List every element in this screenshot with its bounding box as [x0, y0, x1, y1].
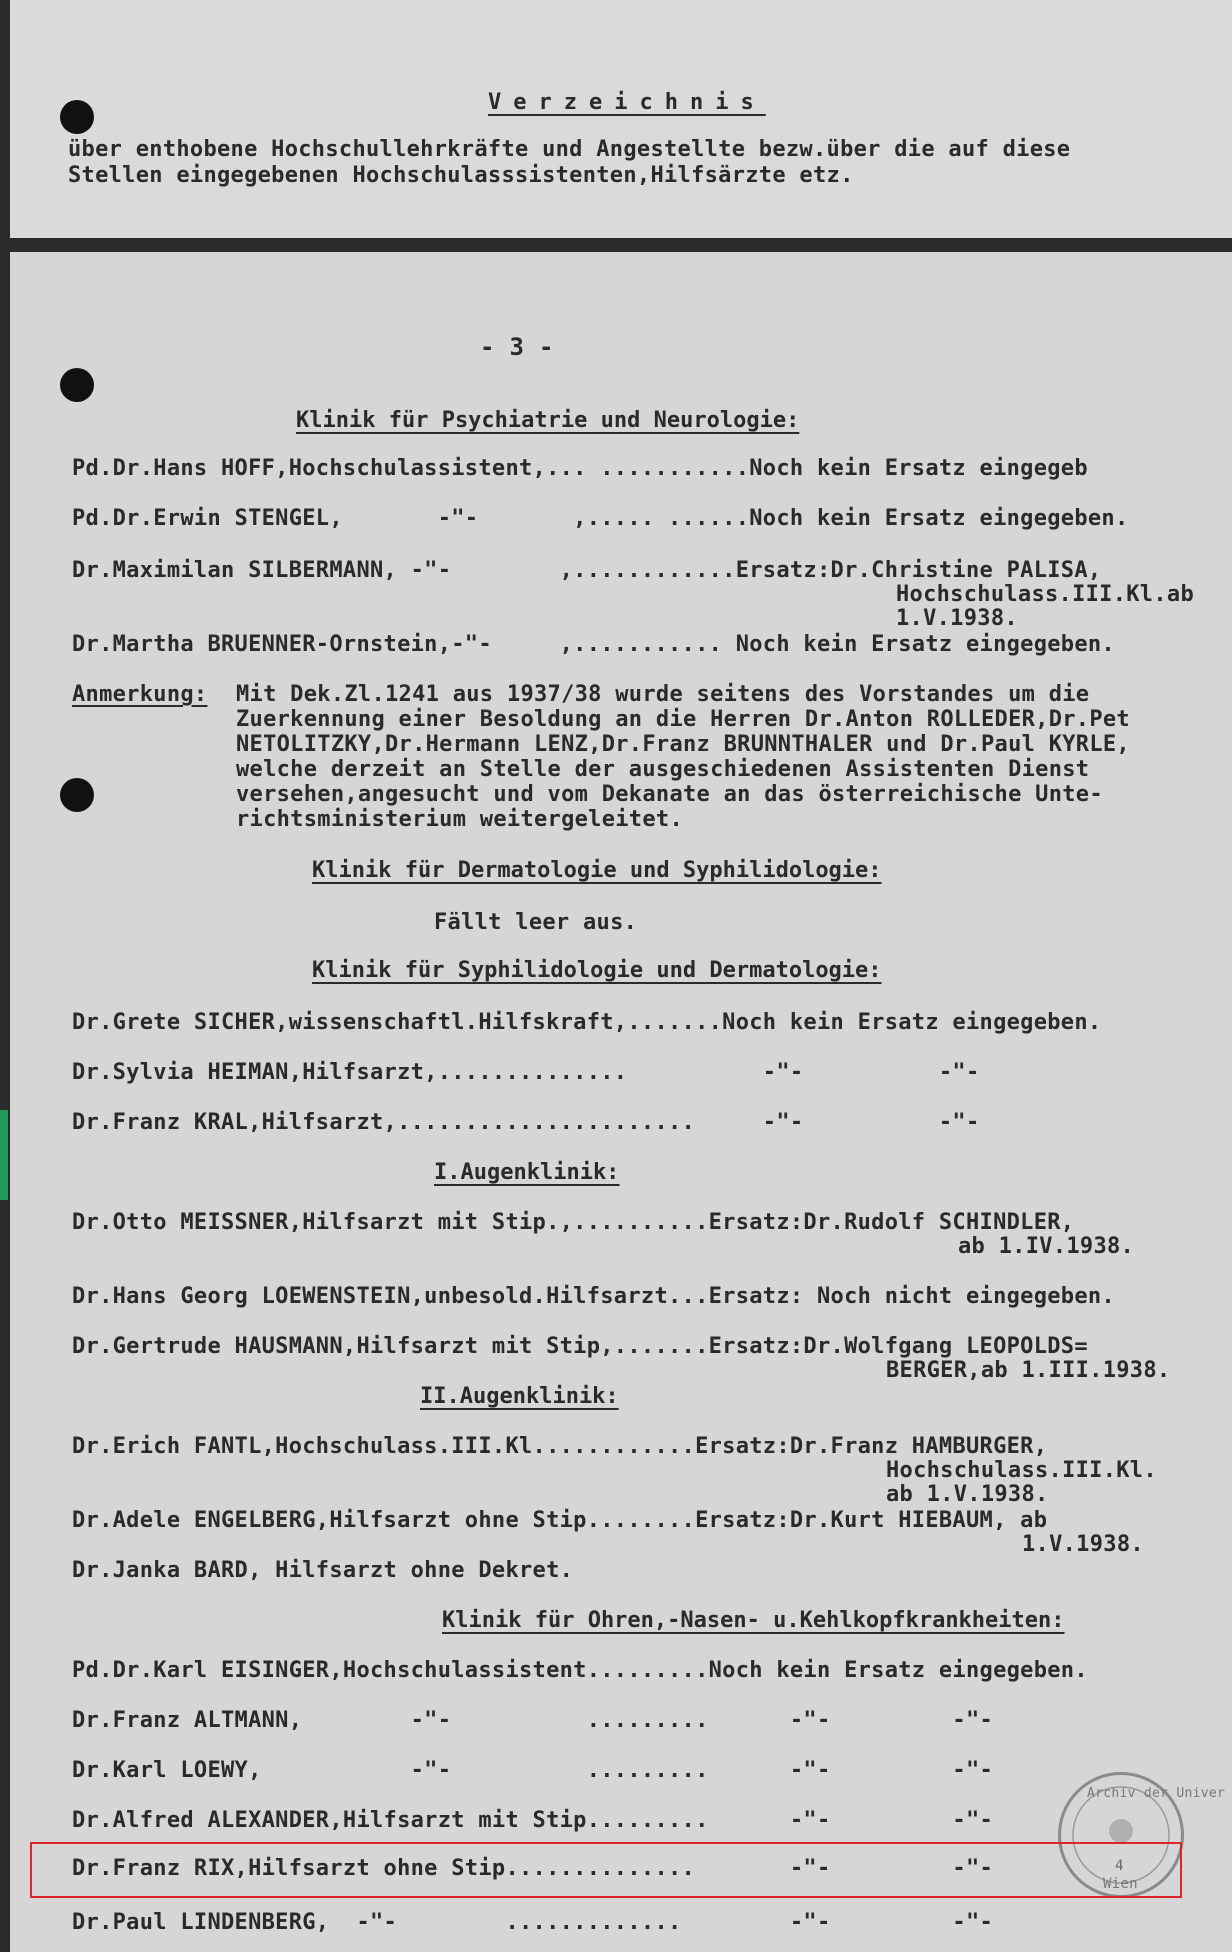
highlight-box: [30, 1842, 1182, 1898]
row-hoff: Pd.Dr.Hans HOFF,Hochschulassistent,... ...........Noch kein Ersatz eingegeb: [72, 456, 1088, 481]
row-engelberg: Dr.Adele ENGELBERG,Hilfsarzt ohne Stip........Ersatz:Dr.Kurt HIEBAUM, ab: [72, 1508, 1048, 1533]
stamp-text: Archiv der Univer: [1087, 1786, 1226, 1801]
row-loewenstein: Dr.Hans Georg LOEWENSTEIN,unbesold.Hilfsarzt...Ersatz: Noch nicht eingegeben.: [72, 1284, 1115, 1309]
note-line-6: richtsministerium weitergeleitet.: [236, 807, 683, 832]
row-bruenner: Dr.Martha BRUENNER-Ornstein,-"- ,........... Noch kein Ersatz eingegeben.: [72, 632, 1115, 657]
page-number: - 3 -: [480, 333, 554, 361]
section-heading-eye-clinic-2: II.Augenklinik:: [420, 1384, 619, 1409]
row-stengel: Pd.Dr.Erwin STENGEL, -"- ,..... ......Noch kein Ersatz eingegeben.: [72, 506, 1129, 531]
note-line-4: welche derzeit an Stelle der ausgeschiedenen Assistenten Dienst: [236, 757, 1090, 782]
punch-hole: [60, 778, 94, 812]
row-loewy: Dr.Karl LOEWY, -"- ......... -"- -"-: [72, 1758, 994, 1783]
note-line-1: Mit Dek.Zl.1241 aus 1937/38 wurde seitens des Vorstandes um die: [236, 682, 1090, 707]
row-sicher: Dr.Grete SICHER,wissenschaftl.Hilfskraft,.......Noch kein Ersatz eingegeben.: [72, 1010, 1102, 1035]
row-altmann: Dr.Franz ALTMANN, -"- ......... -"- -"-: [72, 1708, 994, 1733]
section-heading-dermatology: Klinik für Dermatologie und Syphilidologie:: [312, 858, 882, 883]
row-bard: Dr.Janka BARD, Hilfsarzt ohne Dekret.: [72, 1558, 574, 1583]
row-engelberg-cont: 1.V.1938.: [1022, 1532, 1144, 1557]
section-heading-eye-clinic-1: I.Augenklinik:: [434, 1160, 620, 1185]
row-silbermann-cont-1: Hochschulass.III.Kl.ab: [896, 582, 1194, 607]
note-line-5: versehen,angesucht und vom Dekanate an das österreichische Unte-: [236, 782, 1103, 807]
punch-hole: [60, 368, 94, 402]
row-fantl-cont-2: ab 1.V.1938.: [886, 1482, 1049, 1507]
row-meissner: Dr.Otto MEISSNER,Hilfsarzt mit Stip.,..........Ersatz:Dr.Rudolf SCHINDLER,: [72, 1210, 1075, 1235]
row-fantl: Dr.Erich FANTL,Hochschulass.III.Kl............Ersatz:Dr.Franz HAMBURGER,: [72, 1434, 1048, 1459]
dermatology-empty-note: Fällt leer aus.: [434, 910, 638, 935]
row-fantl-cont-1: Hochschulass.III.Kl.: [886, 1458, 1157, 1483]
top-sheet: [10, 0, 1232, 238]
document-title: Verzeichnis: [488, 90, 766, 115]
note-label: Anmerkung:: [72, 682, 208, 707]
row-hausmann: Dr.Gertrude HAUSMANN,Hilfsarzt mit Stip,.......Ersatz:Dr.Wolfgang LEOPOLDS=: [72, 1334, 1088, 1359]
punch-hole: [60, 100, 94, 134]
row-silbermann: Dr.Maximilan SILBERMANN, -"- ,............Ersatz:Dr.Christine PALISA,: [72, 558, 1102, 583]
section-heading-psychiatry: Klinik für Psychiatrie und Neurologie:: [296, 408, 800, 433]
section-heading-ent-clinic: Klinik für Ohren,-Nasen- u.Kehlkopfkrankheiten:: [442, 1608, 1065, 1633]
section-heading-syphilidology: Klinik für Syphilidologie und Dermatologie:: [312, 958, 882, 983]
header-line-1: über enthobene Hochschullehrkräfte und Angestellte bezw.über die auf diese: [68, 137, 1071, 162]
page-edge-marker: [0, 1110, 8, 1200]
main-sheet: [10, 252, 1232, 1952]
row-lindenberg: Dr.Paul LINDENBERG, -"- ............. -"- -"-: [72, 1910, 994, 1935]
row-silbermann-cont-2: 1.V.1938.: [896, 606, 1018, 631]
row-rix: Dr.Franz RIX,Hilfsarzt ohne Stip.............. -"- -"-: [72, 1856, 994, 1881]
row-meissner-cont: ab 1.IV.1938.: [958, 1234, 1135, 1259]
note-line-3: NETOLITZKY,Dr.Hermann LENZ,Dr.Franz BRUNNTHALER und Dr.Paul KYRLE,: [236, 732, 1130, 757]
row-hausmann-cont: BERGER,ab 1.III.1938.: [886, 1358, 1171, 1383]
row-heiman: Dr.Sylvia HEIMAN,Hilfsarzt,.............. -"- -"-: [72, 1060, 980, 1085]
header-line-2: Stellen eingegebenen Hochschulasssistenten,Hilfsärzte etz.: [68, 163, 854, 188]
stamp-number: 4: [1115, 1858, 1124, 1874]
note-line-2: Zuerkennung einer Besoldung an die Herren Dr.Anton ROLLEDER,Dr.Pet: [236, 707, 1130, 732]
stamp-bottom: Wien: [1103, 1876, 1138, 1892]
row-eisinger: Pd.Dr.Karl EISINGER,Hochschulassistent.........Noch kein Ersatz eingegeben.: [72, 1658, 1088, 1683]
row-alexander: Dr.Alfred ALEXANDER,Hilfsarzt mit Stip......... -"- -"-: [72, 1808, 994, 1833]
row-kral: Dr.Franz KRAL,Hilfsarzt,...................... -"- -"-: [72, 1110, 980, 1135]
